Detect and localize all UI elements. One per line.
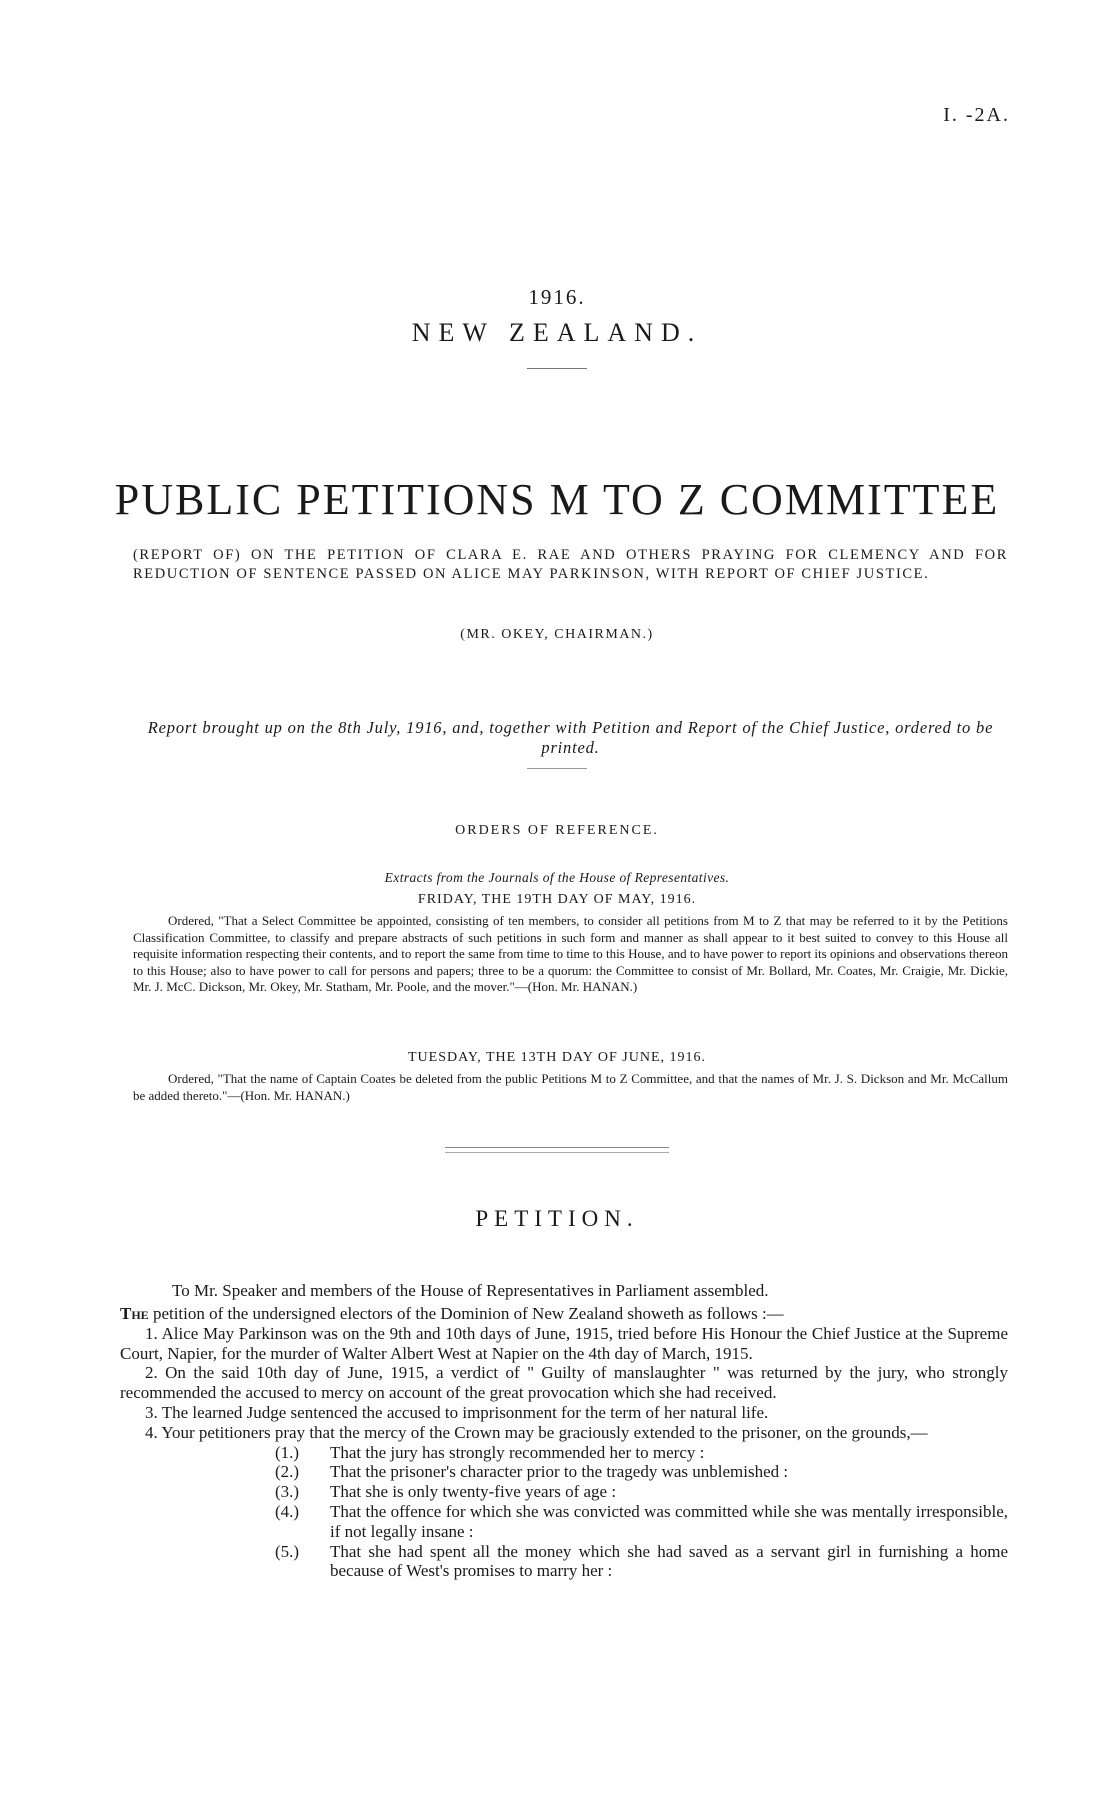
petition-item-4: 4. Your petitioners pray that the mercy of the Crown may be graciously extended to the prisoner, on the grounds,—: [145, 1422, 928, 1442]
petition-item-1: 1. Alice May Parkinson was on the 9th and 10th days of June, 1915, tried before His Honour the Chief Justice at the Supreme Court, Napier, for the murder of Walter Albert West at Napier on the 4th day of March, 1915.: [120, 1323, 1008, 1363]
ground-text: That she is only twenty-five years of age :: [330, 1482, 617, 1502]
report-brought-note: Report brought up on the 8th July, 1916, and, together with Petition and Report of the Chief Justice, ordered to be printed.: [147, 718, 994, 757]
ground-number: (2.): [275, 1462, 300, 1482]
order-paragraph-2: Ordered, "That the name of Captain Coates be deleted from the public Petitions M to Z Committee, and that the names of Mr. J. S. Dickson and Mr. McCallum be added thereto."—(Hon. Mr. HANAN.): [133, 1071, 1008, 1103]
petition-intro-lead: The: [120, 1304, 149, 1323]
divider-rule: [527, 368, 587, 369]
petition-intro: [120, 1304, 1008, 1324]
petition-item-2: 2. On the said 10th day of June, 1915, a verdict of " Guilty of manslaughter " was returned by the jury, who strongly recommended the accused to mercy on account of the great provocation which she had received.: [120, 1363, 1008, 1403]
order-paragraph-1: Ordered, "That a Select Committee be appointed, consisting of ten members, to consider all petitions from M to Z that may be referred to it by the Petitions Classification Committee, to classify and prepare abstracts of such petitions in such form and manner as shall appear to it best suited to convey to this House all requisite information respecting their contents, and to report the same from time to time to this House, and to have power to report its opinions and observations thereon to this House; also to have power to call for persons and papers; three to be a quorum: the Committee to consist of Mr. Bollard, Mr. Coates, Mr. Craigie, Mr. Dickie, Mr. J. McC. Dickson, Mr. Okey, Mr. Statham, Mr. Poole, and the mover."—(Hon. Mr. HANAN.): [133, 913, 1008, 994]
petition-intro-text: petition of the undersigned electors of the Dominion of New Zealand showeth as follows :—: [152, 1304, 784, 1323]
ground-number: (4.): [275, 1501, 300, 1521]
page-title: PUBLIC PETITIONS M TO Z COMMITTEE: [114, 475, 1000, 524]
ground-text: That she had spent all the money which she had saved as a servant girl in furnishing a home because of West's promises to marry her :: [330, 1541, 1008, 1581]
orders-of-reference-heading: ORDERS OF REFERENCE.: [455, 823, 659, 838]
ground-text: That the jury has strongly recommended her to mercy :: [330, 1442, 705, 1462]
petition-heading: PETITION.: [475, 1206, 639, 1231]
section-divider: [445, 1147, 669, 1153]
divider-rule: [527, 768, 587, 769]
petition-address: To Mr. Speaker and members of the House of Representatives in Parliament assembled.: [172, 1281, 769, 1300]
ground-item: [275, 1482, 1008, 1502]
ground-item: [275, 1502, 1008, 1542]
page-reference: I. -2A.: [943, 104, 1010, 126]
document-year: 1916.: [528, 285, 586, 309]
report-subtitle: (REPORT OF) ON THE PETITION OF CLARA E. RAE AND OTHERS PRAYING FOR CLEMENCY AND FOR REDUCTION OF SENTENCE PASSED ON ALICE MAY PARKINSON, WITH REPORT OF CHIEF JUSTICE.: [133, 547, 1008, 582]
petition-item-3: 3. The learned Judge sentenced the accused to imprisonment for the term of her natural life.: [145, 1402, 769, 1422]
country-heading: NEW ZEALAND.: [411, 318, 703, 347]
ground-text: That the prisoner's character prior to the tragedy was unblemished :: [330, 1462, 789, 1482]
extracts-note: Extracts from the Journals of the House of Representatives.: [384, 870, 730, 885]
ground-item: [275, 1443, 1008, 1463]
ground-number: (5.): [275, 1541, 300, 1561]
chairman-line: (MR. OKEY, CHAIRMAN.): [460, 627, 654, 642]
petition-body: [120, 1304, 1008, 1581]
order-date-1: FRIDAY, THE 19TH DAY OF MAY, 1916.: [417, 892, 697, 907]
order-date-2: TUESDAY, THE 13TH DAY OF JUNE, 1916.: [407, 1050, 706, 1065]
ground-text: That the offence for which she was convicted was committed while she was mentally irresponsible, if not legally insane :: [330, 1501, 1008, 1541]
ground-item: [275, 1542, 1008, 1582]
ground-number: (1.): [275, 1442, 300, 1462]
ground-number: (3.): [275, 1482, 300, 1502]
ground-item: [275, 1462, 1008, 1482]
